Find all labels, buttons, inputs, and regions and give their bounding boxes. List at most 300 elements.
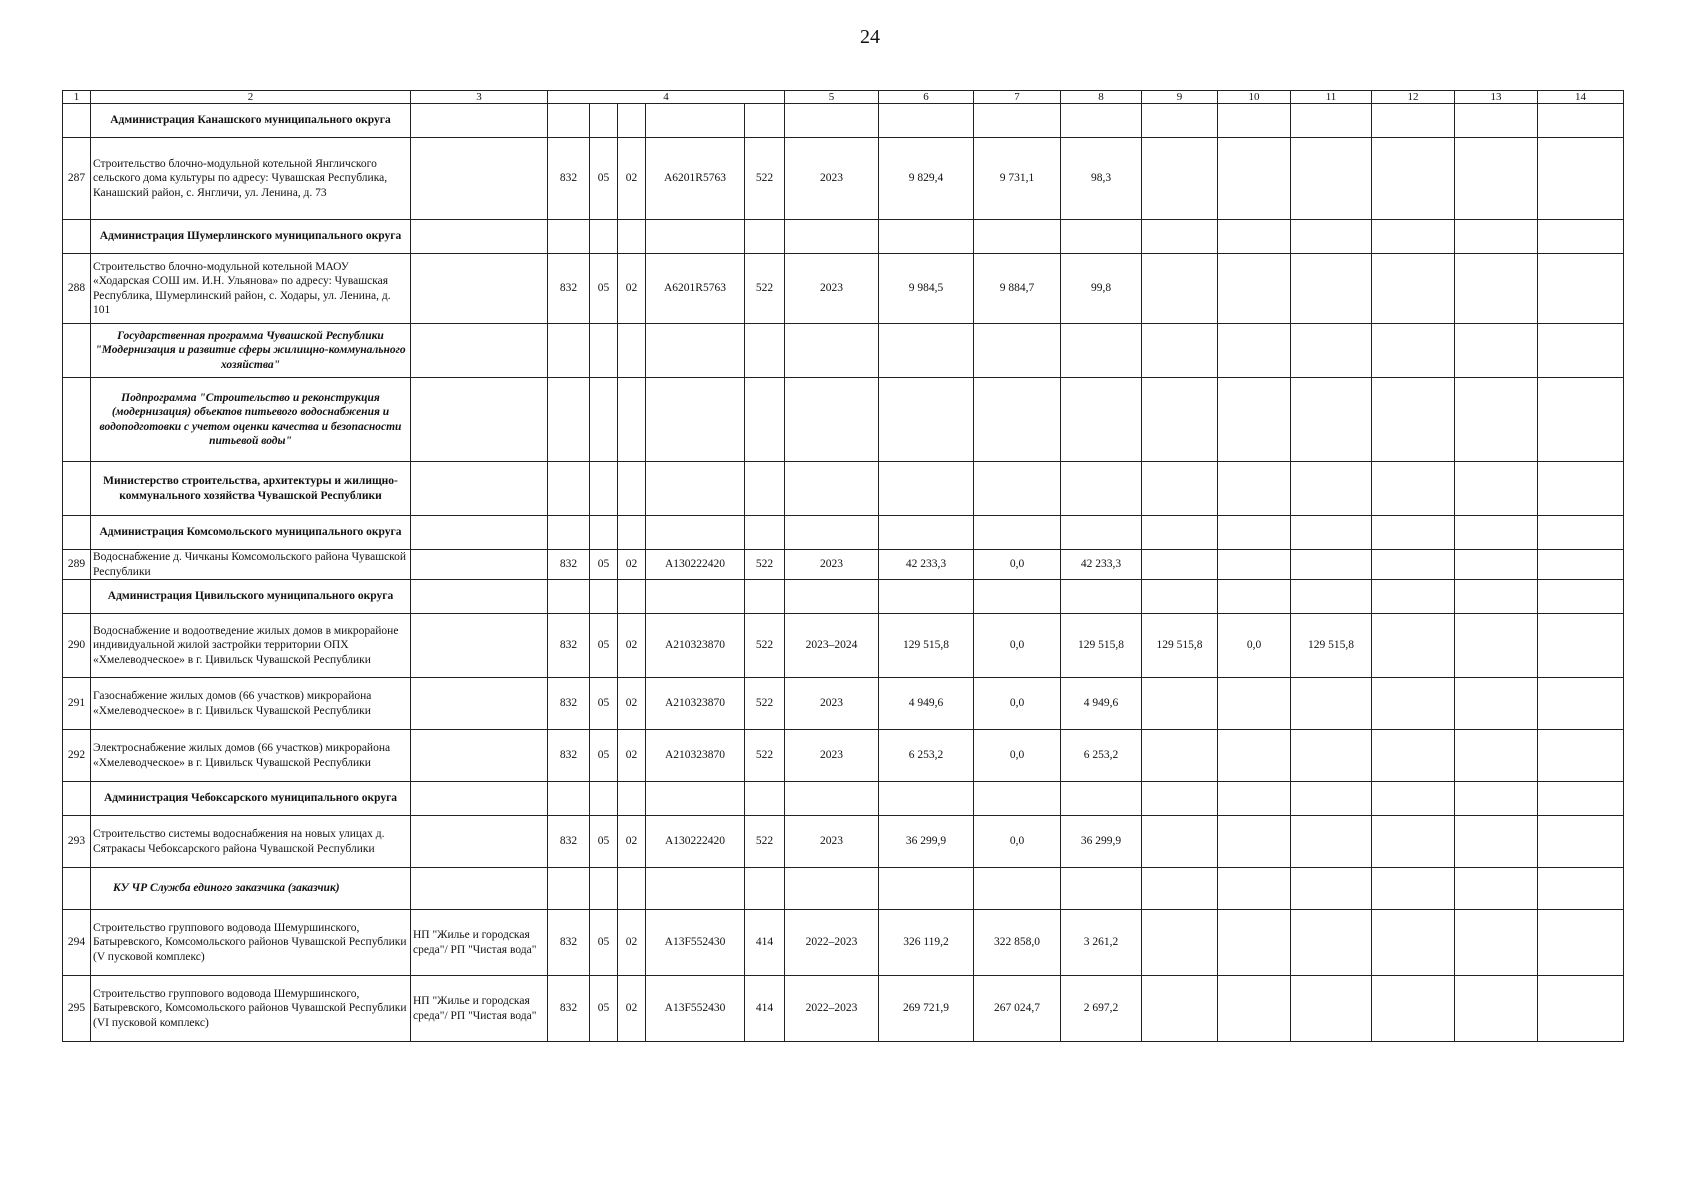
empty-cell bbox=[785, 104, 879, 138]
empty-cell bbox=[63, 104, 91, 138]
value-col-12 bbox=[1372, 678, 1455, 730]
empty-cell bbox=[1455, 324, 1538, 378]
value-col-13 bbox=[1455, 614, 1538, 678]
program-name: НП "Жилье и городская среда"/ РП "Чистая вода" bbox=[411, 976, 548, 1042]
code-expense-type: 522 bbox=[745, 816, 785, 868]
empty-cell bbox=[1291, 868, 1372, 910]
empty-cell bbox=[785, 220, 879, 254]
empty-cell bbox=[548, 868, 590, 910]
empty-cell bbox=[618, 462, 646, 516]
empty-cell bbox=[548, 104, 590, 138]
value-col-13 bbox=[1455, 976, 1538, 1042]
object-name: Водоснабжение д. Чичканы Комсомольского района Чувашской Республики bbox=[91, 550, 411, 580]
period: 2023 bbox=[785, 730, 879, 782]
value-col-10: 0,0 bbox=[1218, 614, 1291, 678]
period: 2023 bbox=[785, 678, 879, 730]
empty-cell bbox=[879, 868, 974, 910]
value-col-14 bbox=[1538, 910, 1624, 976]
program-name bbox=[411, 816, 548, 868]
value-col-10 bbox=[1218, 550, 1291, 580]
empty-cell bbox=[618, 516, 646, 550]
value-col-10 bbox=[1218, 678, 1291, 730]
value-col-13 bbox=[1455, 910, 1538, 976]
code-section: 05 bbox=[590, 730, 618, 782]
empty-cell bbox=[1455, 104, 1538, 138]
empty-cell bbox=[618, 324, 646, 378]
value-col-11 bbox=[1291, 254, 1372, 324]
value-col-9 bbox=[1142, 816, 1218, 868]
empty-cell bbox=[646, 516, 745, 550]
code-expense-type: 522 bbox=[745, 254, 785, 324]
table-row bbox=[63, 976, 1624, 1042]
empty-cell bbox=[1218, 782, 1291, 816]
empty-cell bbox=[1538, 324, 1624, 378]
section-header-row bbox=[63, 782, 1624, 816]
empty-cell bbox=[411, 868, 548, 910]
object-name: Строительство группового водовода Шемуршинского, Батыревского, Комсомольского районов Чувашской Республики (V пусковой комплекс) bbox=[91, 910, 411, 976]
code-section: 05 bbox=[590, 138, 618, 220]
empty-cell bbox=[1061, 104, 1142, 138]
period: 2022–2023 bbox=[785, 910, 879, 976]
empty-cell bbox=[411, 378, 548, 462]
value-col-13 bbox=[1455, 816, 1538, 868]
value-col-12 bbox=[1372, 138, 1455, 220]
federal-amount: 0,0 bbox=[974, 550, 1061, 580]
republic-amount: 6 253,2 bbox=[1061, 730, 1142, 782]
empty-cell bbox=[1061, 324, 1142, 378]
program-name bbox=[411, 138, 548, 220]
value-col-12 bbox=[1372, 730, 1455, 782]
federal-amount: 9 731,1 bbox=[974, 138, 1061, 220]
empty-cell bbox=[590, 868, 618, 910]
empty-cell bbox=[646, 782, 745, 816]
code-subsection: 02 bbox=[618, 550, 646, 580]
code-expense-type: 414 bbox=[745, 976, 785, 1042]
object-name: Строительство группового водовода Шемуршинского, Батыревского, Комсомольского районов Чувашской Республики (VI пусковой комплекс) bbox=[91, 976, 411, 1042]
code-target-article: A210323870 bbox=[646, 614, 745, 678]
republic-amount: 99,8 bbox=[1061, 254, 1142, 324]
empty-cell bbox=[646, 868, 745, 910]
federal-amount: 9 884,7 bbox=[974, 254, 1061, 324]
empty-cell bbox=[411, 782, 548, 816]
empty-cell bbox=[590, 462, 618, 516]
program-name bbox=[411, 730, 548, 782]
program-name bbox=[411, 550, 548, 580]
value-col-12 bbox=[1372, 976, 1455, 1042]
program-name bbox=[411, 678, 548, 730]
empty-cell bbox=[745, 516, 785, 550]
value-col-12 bbox=[1372, 550, 1455, 580]
empty-cell bbox=[1455, 462, 1538, 516]
code-subsection: 02 bbox=[618, 910, 646, 976]
empty-cell bbox=[1291, 462, 1372, 516]
section-title: Администрация Комсомольского муниципального округа bbox=[91, 516, 411, 550]
section-title: Администрация Чебоксарского муниципального округа bbox=[91, 782, 411, 816]
value-col-10 bbox=[1218, 976, 1291, 1042]
empty-cell bbox=[1538, 580, 1624, 614]
republic-amount: 4 949,6 bbox=[1061, 678, 1142, 730]
empty-cell bbox=[974, 516, 1061, 550]
empty-cell bbox=[1291, 220, 1372, 254]
section-header-row bbox=[63, 220, 1624, 254]
empty-cell bbox=[1291, 104, 1372, 138]
republic-amount: 3 261,2 bbox=[1061, 910, 1142, 976]
code-target-article: A13F552430 bbox=[646, 976, 745, 1042]
table-row bbox=[63, 816, 1624, 868]
total-amount: 9 829,4 bbox=[879, 138, 974, 220]
section-header-row bbox=[63, 378, 1624, 462]
federal-amount: 0,0 bbox=[974, 678, 1061, 730]
empty-cell bbox=[548, 324, 590, 378]
code-ministry: 832 bbox=[548, 976, 590, 1042]
value-col-13 bbox=[1455, 550, 1538, 580]
col-num-13: 13 bbox=[1455, 91, 1538, 104]
empty-cell bbox=[1291, 516, 1372, 550]
object-name: Строительство блочно-модульной котельной МАОУ «Ходарская СОШ им. И.Н. Ульянова» по адресу: Чувашская Республика, Шумерлинский район, с. Ходары, ул. Ленина, д. 101 bbox=[91, 254, 411, 324]
empty-cell bbox=[785, 580, 879, 614]
empty-cell bbox=[411, 324, 548, 378]
col-num-7: 7 bbox=[974, 91, 1061, 104]
empty-cell bbox=[1142, 782, 1218, 816]
empty-cell bbox=[1455, 782, 1538, 816]
value-col-11 bbox=[1291, 138, 1372, 220]
empty-cell bbox=[1372, 220, 1455, 254]
row-index: 293 bbox=[63, 816, 91, 868]
total-amount: 9 984,5 bbox=[879, 254, 974, 324]
code-subsection: 02 bbox=[618, 614, 646, 678]
program-name: НП "Жилье и городская среда"/ РП "Чистая вода" bbox=[411, 910, 548, 976]
empty-cell bbox=[1455, 516, 1538, 550]
code-subsection: 02 bbox=[618, 678, 646, 730]
code-section: 05 bbox=[590, 976, 618, 1042]
empty-cell bbox=[1372, 462, 1455, 516]
empty-cell bbox=[548, 580, 590, 614]
value-col-11 bbox=[1291, 678, 1372, 730]
value-col-14 bbox=[1538, 730, 1624, 782]
empty-cell bbox=[974, 580, 1061, 614]
empty-cell bbox=[1538, 462, 1624, 516]
empty-cell bbox=[1218, 462, 1291, 516]
empty-cell bbox=[618, 580, 646, 614]
empty-cell bbox=[646, 104, 745, 138]
code-expense-type: 522 bbox=[745, 550, 785, 580]
value-col-10 bbox=[1218, 138, 1291, 220]
col-num-9: 9 bbox=[1142, 91, 1218, 104]
empty-cell bbox=[1291, 378, 1372, 462]
total-amount: 129 515,8 bbox=[879, 614, 974, 678]
row-index: 295 bbox=[63, 976, 91, 1042]
row-index: 289 bbox=[63, 550, 91, 580]
code-expense-type: 522 bbox=[745, 138, 785, 220]
code-expense-type: 414 bbox=[745, 910, 785, 976]
republic-amount: 98,3 bbox=[1061, 138, 1142, 220]
code-section: 05 bbox=[590, 816, 618, 868]
value-col-9: 129 515,8 bbox=[1142, 614, 1218, 678]
empty-cell bbox=[745, 104, 785, 138]
object-name: Водоснабжение и водоотведение жилых домов в микрорайоне индивидуальной жилой застройки территории ОПХ «Хмелеводческое» в г. Цивильск Чувашской Республики bbox=[91, 614, 411, 678]
empty-cell bbox=[411, 220, 548, 254]
value-col-13 bbox=[1455, 254, 1538, 324]
empty-cell bbox=[879, 580, 974, 614]
value-col-11 bbox=[1291, 976, 1372, 1042]
value-col-9 bbox=[1142, 976, 1218, 1042]
code-subsection: 02 bbox=[618, 138, 646, 220]
empty-cell bbox=[974, 220, 1061, 254]
empty-cell bbox=[1218, 324, 1291, 378]
total-amount: 36 299,9 bbox=[879, 816, 974, 868]
section-title: КУ ЧР Служба единого заказчика (заказчик) bbox=[91, 868, 411, 910]
empty-cell bbox=[785, 782, 879, 816]
col-num-8: 8 bbox=[1061, 91, 1142, 104]
empty-cell bbox=[1142, 516, 1218, 550]
code-section: 05 bbox=[590, 614, 618, 678]
empty-cell bbox=[590, 324, 618, 378]
section-title: Администрация Шумерлинского муниципального округа bbox=[91, 220, 411, 254]
empty-cell bbox=[974, 462, 1061, 516]
table-row bbox=[63, 730, 1624, 782]
value-col-12 bbox=[1372, 614, 1455, 678]
empty-cell bbox=[1061, 378, 1142, 462]
code-ministry: 832 bbox=[548, 614, 590, 678]
program-name bbox=[411, 254, 548, 324]
section-title: Администрация Цивильского муниципального округа bbox=[91, 580, 411, 614]
value-col-13 bbox=[1455, 138, 1538, 220]
value-col-9 bbox=[1142, 678, 1218, 730]
value-col-14 bbox=[1538, 550, 1624, 580]
value-col-12 bbox=[1372, 910, 1455, 976]
value-col-14 bbox=[1538, 678, 1624, 730]
section-header-row bbox=[63, 580, 1624, 614]
empty-cell bbox=[63, 378, 91, 462]
empty-cell bbox=[646, 580, 745, 614]
table-row bbox=[63, 550, 1624, 580]
table-row bbox=[63, 138, 1624, 220]
empty-cell bbox=[1291, 782, 1372, 816]
empty-cell bbox=[745, 868, 785, 910]
col-num-12: 12 bbox=[1372, 91, 1455, 104]
empty-cell bbox=[646, 324, 745, 378]
total-amount: 326 119,2 bbox=[879, 910, 974, 976]
empty-cell bbox=[879, 220, 974, 254]
code-expense-type: 522 bbox=[745, 614, 785, 678]
empty-cell bbox=[1455, 868, 1538, 910]
empty-cell bbox=[974, 868, 1061, 910]
row-index: 294 bbox=[63, 910, 91, 976]
col-num-3: 3 bbox=[411, 91, 548, 104]
code-subsection: 02 bbox=[618, 976, 646, 1042]
program-name bbox=[411, 614, 548, 678]
object-name: Электроснабжение жилых домов (66 участков) микрорайона «Хмелеводческое» в г. Цивильск Чувашской Республики bbox=[91, 730, 411, 782]
empty-cell bbox=[1061, 220, 1142, 254]
section-title: Подпрограмма "Строительство и реконструкция (модернизация) объектов питьевого водоснабжения и водоподготовки с учетом оценки качества и безопасности питьевой воды" bbox=[91, 378, 411, 462]
object-name: Газоснабжение жилых домов (66 участков) микрорайона «Хмелеводческое» в г. Цивильск Чувашской Республики bbox=[91, 678, 411, 730]
col-num-11: 11 bbox=[1291, 91, 1372, 104]
empty-cell bbox=[590, 104, 618, 138]
col-num-4: 4 bbox=[548, 91, 785, 104]
code-section: 05 bbox=[590, 550, 618, 580]
federal-amount: 0,0 bbox=[974, 730, 1061, 782]
value-col-9 bbox=[1142, 254, 1218, 324]
federal-amount: 322 858,0 bbox=[974, 910, 1061, 976]
code-expense-type: 522 bbox=[745, 678, 785, 730]
empty-cell bbox=[1061, 462, 1142, 516]
empty-cell bbox=[974, 324, 1061, 378]
value-col-11 bbox=[1291, 730, 1372, 782]
section-header-row bbox=[63, 516, 1624, 550]
code-target-article: A6201R5763 bbox=[646, 254, 745, 324]
empty-cell bbox=[1061, 782, 1142, 816]
empty-cell bbox=[1372, 580, 1455, 614]
col-num-5: 5 bbox=[785, 91, 879, 104]
row-index: 290 bbox=[63, 614, 91, 678]
code-ministry: 832 bbox=[548, 816, 590, 868]
object-name: Строительство системы водоснабжения на новых улицах д. Сятракасы Чебоксарского района Чувашской Республики bbox=[91, 816, 411, 868]
value-col-9 bbox=[1142, 730, 1218, 782]
empty-cell bbox=[785, 462, 879, 516]
empty-cell bbox=[1142, 580, 1218, 614]
col-num-1: 1 bbox=[63, 91, 91, 104]
section-title: Администрация Канашского муниципального округа bbox=[91, 104, 411, 138]
empty-cell bbox=[1291, 324, 1372, 378]
empty-cell bbox=[548, 782, 590, 816]
empty-cell bbox=[63, 868, 91, 910]
empty-cell bbox=[879, 378, 974, 462]
value-col-9 bbox=[1142, 138, 1218, 220]
empty-cell bbox=[646, 462, 745, 516]
empty-cell bbox=[1455, 580, 1538, 614]
empty-cell bbox=[745, 462, 785, 516]
value-col-9 bbox=[1142, 550, 1218, 580]
code-target-article: A6201R5763 bbox=[646, 138, 745, 220]
code-subsection: 02 bbox=[618, 816, 646, 868]
empty-cell bbox=[1218, 378, 1291, 462]
budget-table bbox=[62, 90, 1624, 1042]
code-section: 05 bbox=[590, 254, 618, 324]
value-col-14 bbox=[1538, 976, 1624, 1042]
code-ministry: 832 bbox=[548, 730, 590, 782]
empty-cell bbox=[1455, 220, 1538, 254]
section-title: Государственная программа Чувашской Республики "Модернизация и развитие сферы жилищно-коммунального хозяйства" bbox=[91, 324, 411, 378]
empty-cell bbox=[411, 462, 548, 516]
period: 2023 bbox=[785, 138, 879, 220]
empty-cell bbox=[590, 580, 618, 614]
code-subsection: 02 bbox=[618, 730, 646, 782]
empty-cell bbox=[745, 378, 785, 462]
empty-cell bbox=[1142, 324, 1218, 378]
empty-cell bbox=[1538, 782, 1624, 816]
empty-cell bbox=[590, 516, 618, 550]
republic-amount: 129 515,8 bbox=[1061, 614, 1142, 678]
value-col-10 bbox=[1218, 254, 1291, 324]
empty-cell bbox=[1142, 868, 1218, 910]
empty-cell bbox=[618, 104, 646, 138]
empty-cell bbox=[1218, 516, 1291, 550]
value-col-11: 129 515,8 bbox=[1291, 614, 1372, 678]
empty-cell bbox=[548, 462, 590, 516]
period: 2023 bbox=[785, 550, 879, 580]
period: 2022–2023 bbox=[785, 976, 879, 1042]
empty-cell bbox=[63, 516, 91, 550]
empty-cell bbox=[548, 378, 590, 462]
code-ministry: 832 bbox=[548, 910, 590, 976]
code-section: 05 bbox=[590, 910, 618, 976]
page-number: 24 bbox=[860, 26, 880, 48]
empty-cell bbox=[1061, 516, 1142, 550]
code-ministry: 832 bbox=[548, 550, 590, 580]
republic-amount: 42 233,3 bbox=[1061, 550, 1142, 580]
value-col-13 bbox=[1455, 730, 1538, 782]
empty-cell bbox=[618, 220, 646, 254]
empty-cell bbox=[1218, 220, 1291, 254]
value-col-12 bbox=[1372, 254, 1455, 324]
empty-cell bbox=[63, 462, 91, 516]
empty-cell bbox=[785, 378, 879, 462]
column-number-row bbox=[63, 91, 1624, 104]
value-col-11 bbox=[1291, 816, 1372, 868]
empty-cell bbox=[1218, 104, 1291, 138]
republic-amount: 36 299,9 bbox=[1061, 816, 1142, 868]
empty-cell bbox=[1061, 580, 1142, 614]
empty-cell bbox=[785, 324, 879, 378]
period: 2023 bbox=[785, 254, 879, 324]
empty-cell bbox=[974, 104, 1061, 138]
federal-amount: 0,0 bbox=[974, 614, 1061, 678]
col-num-10: 10 bbox=[1218, 91, 1291, 104]
total-amount: 269 721,9 bbox=[879, 976, 974, 1042]
empty-cell bbox=[646, 220, 745, 254]
total-amount: 4 949,6 bbox=[879, 678, 974, 730]
empty-cell bbox=[548, 516, 590, 550]
empty-cell bbox=[1372, 782, 1455, 816]
empty-cell bbox=[411, 580, 548, 614]
row-index: 287 bbox=[63, 138, 91, 220]
empty-cell bbox=[879, 516, 974, 550]
empty-cell bbox=[1142, 104, 1218, 138]
code-subsection: 02 bbox=[618, 254, 646, 324]
value-col-14 bbox=[1538, 816, 1624, 868]
empty-cell bbox=[1142, 462, 1218, 516]
table-row bbox=[63, 678, 1624, 730]
value-col-9 bbox=[1142, 910, 1218, 976]
section-header-row bbox=[63, 868, 1624, 910]
period: 2023–2024 bbox=[785, 614, 879, 678]
empty-cell bbox=[618, 868, 646, 910]
code-target-article: A130222420 bbox=[646, 816, 745, 868]
empty-cell bbox=[1372, 104, 1455, 138]
value-col-14 bbox=[1538, 138, 1624, 220]
empty-cell bbox=[1372, 378, 1455, 462]
empty-cell bbox=[590, 782, 618, 816]
table-row bbox=[63, 614, 1624, 678]
code-ministry: 832 bbox=[548, 254, 590, 324]
empty-cell bbox=[974, 378, 1061, 462]
col-num-2: 2 bbox=[91, 91, 411, 104]
empty-cell bbox=[1538, 104, 1624, 138]
code-target-article: A130222420 bbox=[646, 550, 745, 580]
value-col-11 bbox=[1291, 550, 1372, 580]
period: 2023 bbox=[785, 816, 879, 868]
empty-cell bbox=[63, 324, 91, 378]
row-index: 291 bbox=[63, 678, 91, 730]
empty-cell bbox=[1061, 868, 1142, 910]
empty-cell bbox=[1538, 220, 1624, 254]
empty-cell bbox=[590, 220, 618, 254]
empty-cell bbox=[745, 220, 785, 254]
empty-cell bbox=[1142, 378, 1218, 462]
empty-cell bbox=[1372, 516, 1455, 550]
empty-cell bbox=[1142, 220, 1218, 254]
value-col-12 bbox=[1372, 816, 1455, 868]
